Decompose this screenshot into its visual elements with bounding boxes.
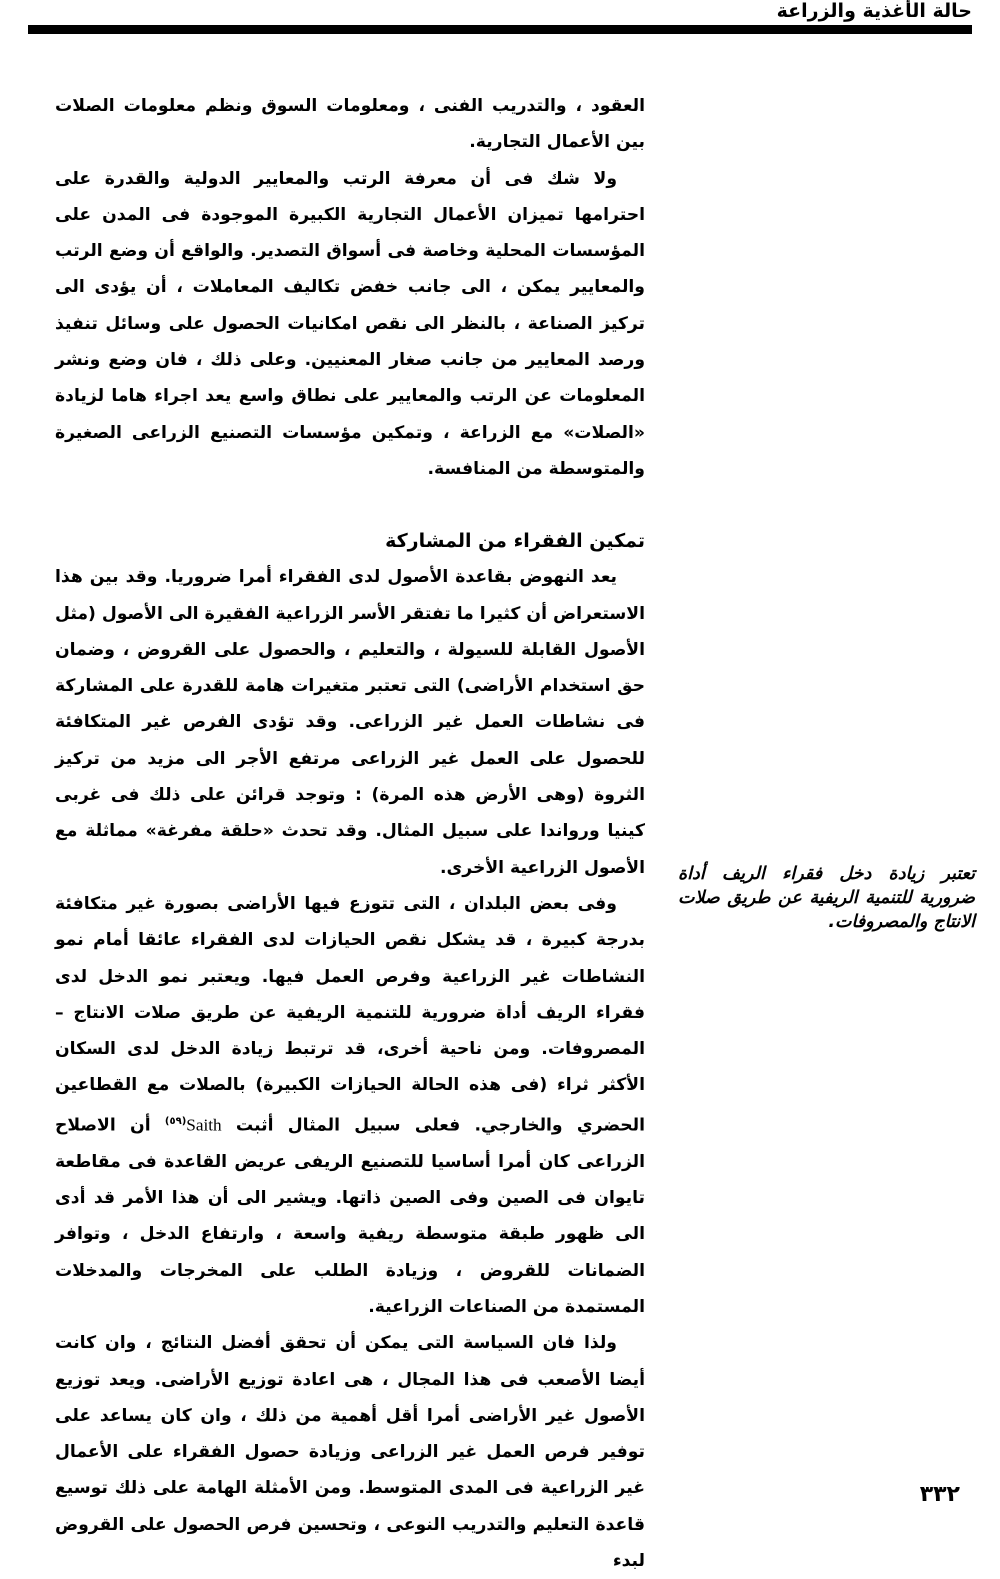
paragraph bbox=[55, 886, 645, 1325]
paragraph-text: أن الاصلاح الزراعى كان أمرا أساسيا للتصنيع الريفى عريض القاعدة فى مقاطعة تايوان فى الصين وفى الصين ذاتها. ويشير الى أن هذا الأمر قد أدى الى ظهور طبقة متوسطة ريفية واسعة ، وارتفاع الدخل ، وتوافر الضمانات للقروض ، وزيادة الطلب على المخرجات والمدخلات المستمدة من الصناعات الزراعية. bbox=[55, 1115, 645, 1317]
paragraph: ولا شك فى أن معرفة الرتب والمعايير الدولية والقدرة على احترامها تميزان الأعمال التجارية الكبيرة الموجودة فى المدن على المؤسسات المحلية وخاصة فى أسواق التصدير. والواقع أن وضع الرتب والمعايير يمكن ، الى جانب خفض تكاليف المعاملات ، أن يؤدى الى تركيز الصناعة ، بالنظر الى نقص امكانيات الحصول على وسائل تنفيذ ورصد المعايير من جانب صغار المعنيين. وعلى ذلك ، فان وضع ونشر المعلومات عن الرتب والمعايير على نطاق واسع يعد اجراء هاما لزيادة «الصلات» مع الزراعة ، وتمكين مؤسسات التصنيع الزراعى الصغيرة والمتوسطة من المنافسة. bbox=[55, 168, 645, 479]
main-text-column bbox=[55, 88, 645, 1579]
paragraph: العقود ، والتدريب الفنى ، ومعلومات السوق ونظم معلومات الصلات بين الأعمال التجارية. bbox=[55, 96, 645, 153]
section-spacer bbox=[55, 487, 645, 523]
margin-note: تعتبر زيادة دخل فقراء الريف أداة ضرورية للتنمية الريفية عن طريق صلات الانتاج والمصروفات. bbox=[678, 864, 975, 932]
paragraph: يعد النهوض بقاعدة الأصول لدى الفقراء أمرا ضروريا. وقد بين هذا الاستعراض أن كثيرا ما تفتقر الأسر الزراعية الفقيرة الى الأصول (مثل الأصول القابلة للسيولة ، والتعليم ، والحصول على القروض ، وضمان حق استخدام الأراضى) التى تعتبر متغيرات هامة للقدرة على المشاركة فى نشاطات العمل غير الزراعى. وقد تؤدى الفرص غير المتكافئة للحصول على العمل غير الزراعى مرتفع الأجر الى مزيد من تركيز الثروة (وهى الأرض هذه المرة) : وتوجد قرائن على ذلك فى غربى كينيا ورواندا على سبيل المثال. وقد تحدث «حلقة مفرغة» مماثلة مع الأصول الزراعية الأخرى. bbox=[55, 567, 645, 878]
section-heading: تمكين الفقراء من المشاركة bbox=[385, 530, 645, 553]
header-rule bbox=[28, 25, 972, 34]
footnote-reference: (٥٩) bbox=[164, 1115, 187, 1127]
paragraph: ولذا فان السياسة التى يمكن أن تحقق أفضل النتائج ، وان كانت أيضا الأصعب فى هذا المجال ، هى اعادة توزيع الأراضى. ويعد توزيع الأصول غير الأراضى أمرا أقل أهمية من ذلك ، وان كان يساعد على توفير فرص العمل غير الزراعى وزيادة حصول الفقراء على الأعمال غير الزراعية فى المدى المتوسط. ومن الأمثلة الهامة على ذلك توسيع قاعدة التعليم والتدريب النوعى ، وتحسين فرص الحصول على القروض لبدء bbox=[55, 1333, 645, 1572]
paragraph-text: وفى بعض البلدان ، التى تتوزع فيها الأراضى بصورة غير متكافئة بدرجة كبيرة ، قد يشكل نقص الحيازات لدى الفقراء عائقا أمام نمو النشاطات غير الزراعية وفرص العمل فيها. ويعتبر نمو الدخل لدى فقراء الريف أداة ضرورية للتنمية الريفية عن طريق صلات الانتاج – المصروفات. ومن ناحية أخرى، قد ترتبط زيادة الدخل لدى السكان الأكثر ثراء (فى هذه الحالة الحيازات الكبيرة) بالصلات مع القطاعين الحضري والخارجي. فعلى سبيل المثال أثبت bbox=[55, 893, 645, 1136]
page-number: ٣٣٢ bbox=[919, 1482, 960, 1507]
author-name: Saith bbox=[186, 1115, 222, 1135]
running-title: حالة الأغذية والزراعة bbox=[776, 0, 972, 22]
